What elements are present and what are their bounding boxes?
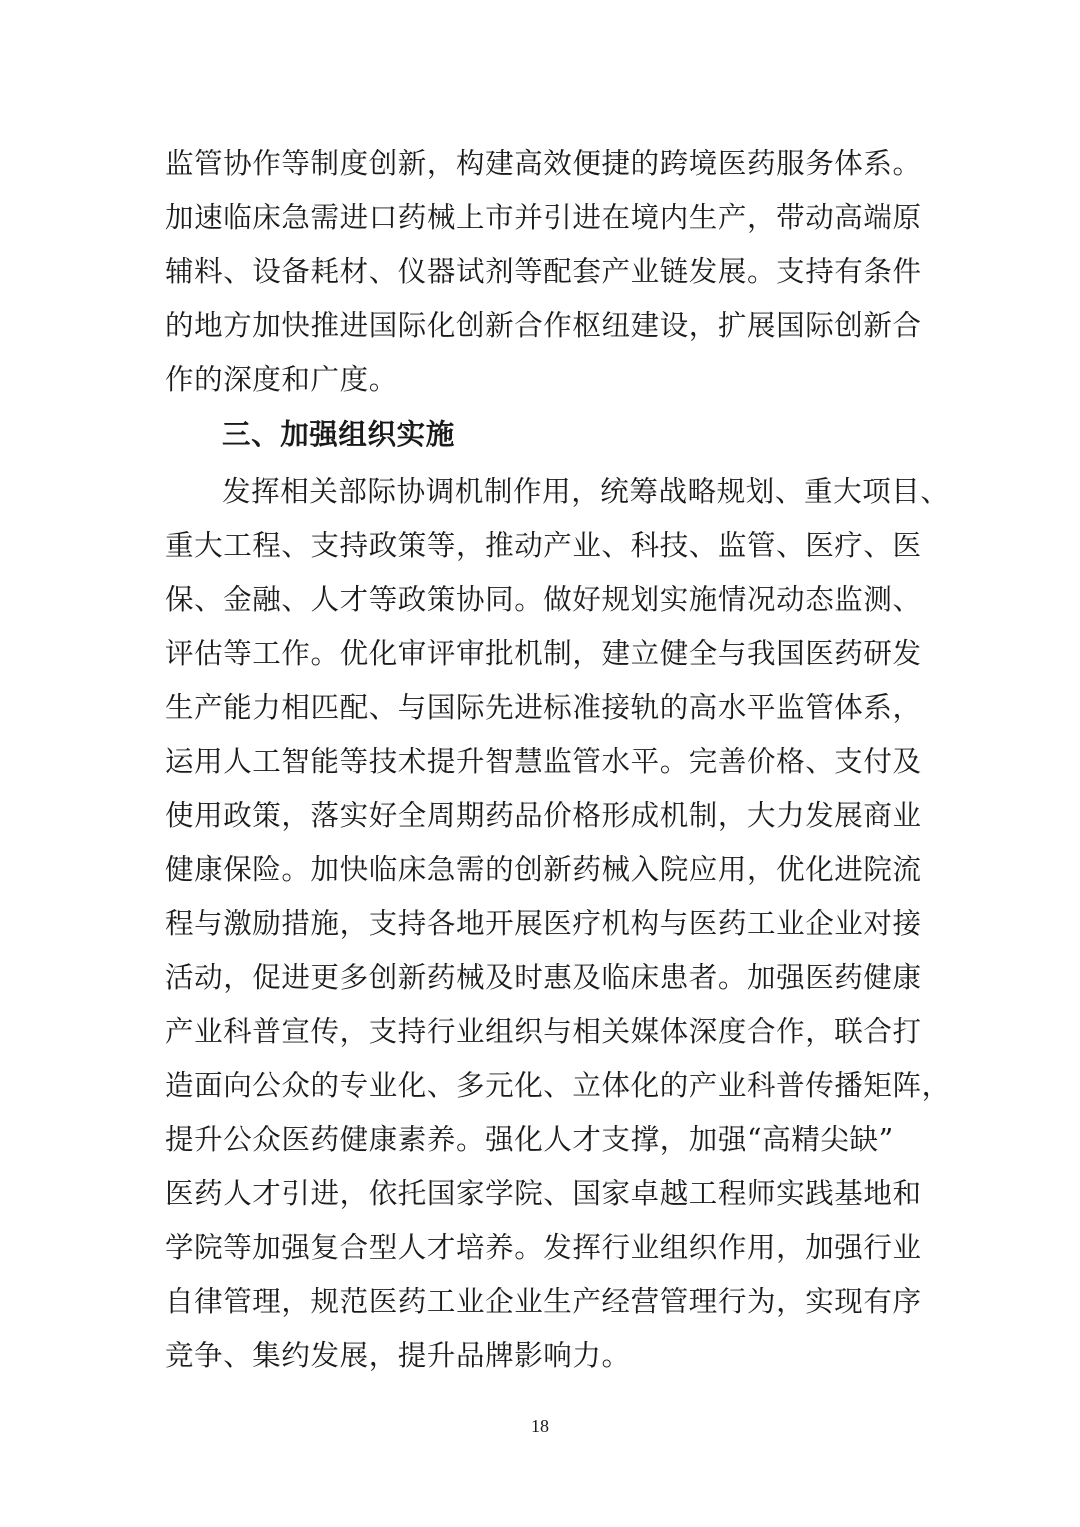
body-text-line: 学院等加强复合型人才培养。发挥行业组织作用，加强行业 [165, 1231, 922, 1264]
body-text-line: 产业科普宣传，支持行业组织与相关媒体深度合作，联合打 [165, 1015, 922, 1048]
body-text-line: 评估等工作。优化审评审批机制，建立健全与我国医药研发 [165, 637, 922, 670]
body-text-line: 生产能力相匹配、与国际先进标准接轨的高水平监管体系， [165, 691, 922, 724]
body-text-line: 重大工程、支持政策等，推动产业、科技、监管、医疗、医 [165, 529, 922, 562]
body-text-line: 监管协作等制度创新，构建高效便捷的跨境医药服务体系。 [165, 147, 922, 180]
body-text-line: 的地方加快推进国际化创新合作枢纽建设，扩展国际创新合 [165, 309, 922, 342]
body-text-line: 健康保险。加快临床急需的创新药械入院应用，优化进院流 [165, 853, 922, 886]
body-text-line: 保、金融、人才等政策协同。做好规划实施情况动态监测、 [165, 583, 922, 616]
body-text-line: 医药人才引进，依托国家学院、国家卓越工程师实践基地和 [165, 1177, 922, 1210]
page-number: 18 [531, 1416, 549, 1436]
body-text-line: 运用人工智能等技术提升智慧监管水平。完善价格、支付及 [165, 745, 922, 778]
body-text-line: 加速临床急需进口药械上市并引进在境内生产，带动高端原 [165, 201, 922, 234]
body-text-line: 竞争、集约发展，提升品牌影响力。 [165, 1339, 631, 1372]
body-text-line: 程与激励措施，支持各地开展医疗机构与医药工业企业对接 [165, 907, 922, 940]
body-text-line: 自律管理，规范医药工业企业生产经营管理行为，实现有序 [165, 1285, 922, 1318]
body-text-line: 发挥相关部际协调机制作用，统筹战略规划、重大项目、 [222, 475, 950, 508]
body-text-line: 造面向公众的专业化、多元化、立体化的产业科普传播矩阵， [165, 1069, 951, 1102]
body-text-line: 辅料、设备耗材、仪器试剂等配套产业链发展。支持有条件 [165, 255, 922, 288]
body-text-line: 活动，促进更多创新药械及时惠及临床患者。加强医药健康 [165, 961, 922, 994]
body-text-line: 提升公众医药健康素养。强化人才支撑，加强“高精尖缺” [165, 1123, 894, 1156]
body-text-line: 作的深度和广度。 [165, 363, 398, 396]
section-heading: 三、加强组织实施 [222, 417, 455, 451]
body-text-line: 使用政策，落实好全周期药品价格形成机制，大力发展商业 [165, 799, 922, 832]
